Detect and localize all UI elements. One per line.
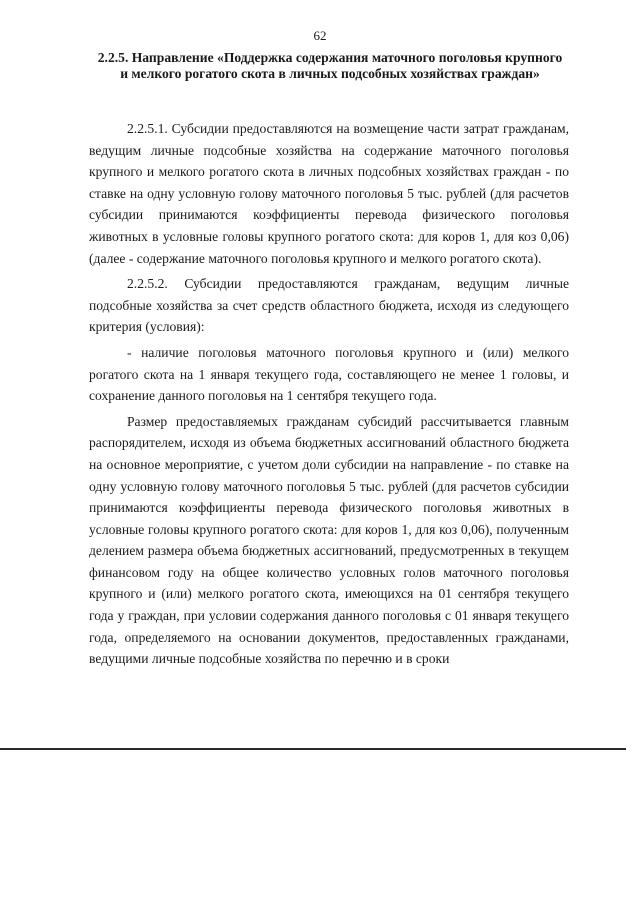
paragraph-subsidy-size: Размер предоставляемых гражданам субсидий рассчитывается главным распорядителем, исходя из объема бюджетных ассигнований областного бюджета на основное мероприятие, с учетом доли субсидии на направление - по ставке на одну условную голову маточного поголовья 5 тыс. рублей (для расчетов субсидии принимаются коэффициенты перевода физического поголовья животных в условные головы крупного рогатого скота: для коров 1, для коз 0,06), полученным делением размера объема бюджетных ассигнований, предусмотренных в текущем финансовом году на общее количество условных голов маточного поголовья крупного и (или) мелкого рогатого скота, имеющихся на 01 сентября текущего года у граждан, при условии содержания данного поголовья с 01 января текущего года, определяемого на основании документов, предоставленных гражданами, ведущими личные подсобные хозяйства по перечню и в сроки [89, 413, 569, 667]
page-bottom-rule [0, 748, 626, 750]
page-number: 62 [313, 28, 327, 43]
document-body [89, 118, 569, 674]
section-heading: 2.2.5. Направление «Поддержка содержания маточного поголовья крупного и мелкого рогатого скота в личных подсобных хозяйствах граждан» [97, 50, 563, 81]
criterion-item: - наличие поголовья маточного поголовья крупного и (или) мелкого рогатого скота на 1 января текущего года, составляющего не менее 1 головы, и сохранение данного поголовья на 1 сентября текущего года. [89, 344, 569, 404]
paragraph-2-2-5-2: 2.2.5.2. Субсидии предоставляются гражданам, ведущим личные подсобные хозяйства за счет средств областного бюджета, исходя из следующего критерия (условия): [89, 276, 569, 335]
paragraph-2-2-5-1: 2.2.5.1. Субсидии предоставляются на возмещение части затрат гражданам, ведущим личные подсобные хозяйства на содержание маточного поголовья крупного и мелкого рогатого скота в личных подсобных хозяйствах граждан - по ставке на одну условную голову маточного поголовья 5 тыс. рублей (для расчетов субсидии принимаются коэффициенты перевода физического поголовья животных в условные головы крупного рогатого скота: для коров 1, для коз 0,06) (далее - содержание маточного поголовья крупного и мелкого рогатого скота). [89, 121, 569, 266]
